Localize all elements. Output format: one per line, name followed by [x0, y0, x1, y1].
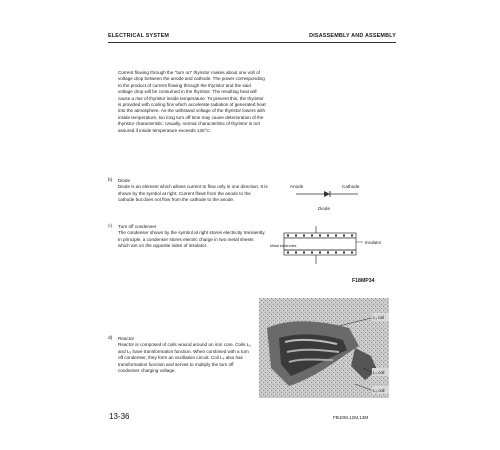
page-header	[108, 33, 396, 45]
anode-label: Anode	[290, 184, 304, 189]
thyristor-paragraph	[118, 70, 266, 134]
diode-symbol	[286, 182, 382, 216]
thyristor-paragraph-text: Current flowing through the "turn on" thyristor makes about one volt of voltage drop between the anode and cathode. The power corresponding to the product of current flowing through the thyristor and the said voltage drop will be consumed in the thyristor. The resulting heat will cause a rise of thyristor inside temperature. To prevent this, the thyristor is provided with cooling fins which accelerate radiation of generated heat into the atmosphere. As the withstand voltage of the thyristor lowers with inside temperature, too long turn off time may cause deterioration of the thyristor characteristic. Usually, normal characteristic of thyristor is not assured if inside temperature exceeds 125°C.	[118, 70, 266, 133]
reactor-title: Reactor	[118, 336, 135, 341]
condenser-text: The condenser shown by the symbol at right stores electricity transiently. In principle, a condenser stores electric charge in two metal sheets which are on the opposite sides of insulator.	[118, 230, 266, 249]
condenser-title: Turn off condenser	[118, 224, 157, 229]
insulator-label: Insulator	[365, 240, 382, 245]
diode-title: Diode	[118, 178, 131, 183]
page-number: 13-36	[109, 412, 130, 421]
coil-l2-label: L₂ coil	[373, 370, 385, 375]
header-section-title: ELECTRICAL SYSTEM	[108, 33, 170, 39]
metal-electrodes-label: Metal electrodes	[270, 244, 297, 248]
condenser-label: c)	[108, 224, 112, 229]
reactor-text: Reactor is composed of coils wound around an iron core. Coils L₁ and L₂ have transformation function. When combined with a turn off condenser, they form an oscillation circuit. Coil L₃ also has transformation function and serves to multiply the turn off condenser charging voltage.	[118, 342, 251, 374]
header-chapter-title: DISASSEMBLY AND ASSEMBLY	[309, 33, 396, 39]
figure-code: F18MP34	[352, 278, 375, 284]
model-number: FB10M,12M,13M	[333, 415, 369, 420]
diode-text: Diode is an element which allows current to flow only in one direction. It is shown by the symbol at right. Current flows from the anode to the cathode but does not flow from the cathode to the anode.	[118, 184, 268, 203]
diode-label: b)	[108, 178, 113, 183]
condenser-symbol	[270, 224, 390, 274]
cathode-label: Cathode	[342, 184, 360, 189]
diode-triangle	[324, 191, 330, 197]
diode-caption: Diode	[318, 206, 331, 211]
diode-section	[118, 178, 268, 204]
reactor-label: d)	[108, 336, 113, 341]
reactor-section	[118, 336, 255, 374]
reactor-photo	[259, 298, 389, 398]
coil-l1-label: L₁ coil	[373, 315, 385, 320]
condenser-section	[118, 224, 266, 250]
header-rule	[108, 42, 396, 43]
coil-l3-label: L₃ coil	[373, 388, 385, 393]
